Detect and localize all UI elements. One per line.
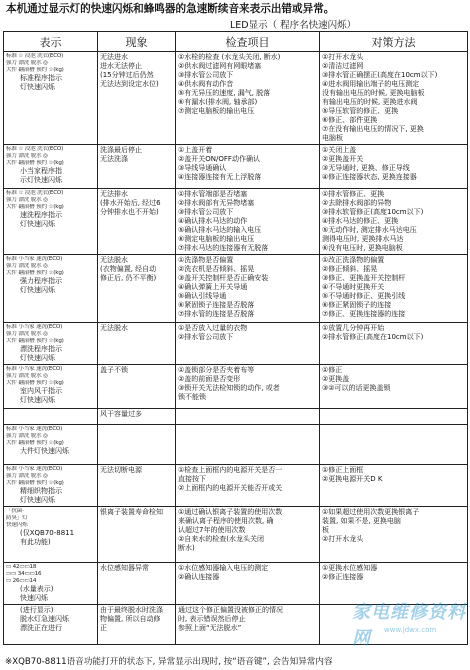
solution-cell-line: ②清洁过滤网 (322, 62, 364, 70)
solution-cell-line: ③无导通时, 更换、修正导线 (322, 164, 410, 172)
solution-cell-line: ③排水管正确摆正(高度在10cm以下) (322, 71, 438, 79)
check-cell-line: ⑦排水马达的连接器有无脱落 (178, 244, 269, 252)
header-display: 表示 (4, 32, 98, 52)
led-panel-icon (6, 366, 95, 387)
phenomenon-cell-line: 无法洗涤 (100, 155, 128, 163)
check-cell (176, 145, 320, 189)
solution-cell-line: 电脑板 (322, 134, 343, 142)
display-caption (6, 529, 95, 547)
solution-cell-line: ⑥没有电压时, 更换电脑板 (322, 244, 403, 252)
footer-note: ※XQB70-8811语音功能打开的状态下, 异常显示出现时, 按“语音键”, 会告知异常内容 (5, 657, 333, 667)
led-panel-row: 标准 ☆ 浸泡 洗衣(ECO) (6, 146, 64, 152)
led-panel-row: 「抗菌· (6, 508, 24, 514)
check-cell-line: ②洗衣机是否倾斜、摇晃 (178, 265, 255, 273)
check-cell-line: ①检查上面框内的电源开关是否一 (178, 466, 283, 474)
phenomenon-cell (98, 145, 176, 189)
check-cell-line: ④确认弹簧上开关导通 (178, 283, 248, 291)
phenomenon-cell (98, 465, 176, 507)
watermark-url: www.jdwx.com (384, 626, 437, 634)
solution-cell-line: ⑦在没有输出电压的情况下, 更换 (322, 125, 424, 133)
phenomenon-cell (98, 189, 176, 255)
led-panel-row: 大件 翻滚槽 预约 ☆(kg) (6, 270, 64, 276)
phenomenon-cell-line: 风干容量过多 (100, 410, 142, 418)
phenomenon-cell-line: 物偏置, 所以自动修 (100, 615, 161, 623)
led-panel-row: ▭ 42▭▭18 (6, 564, 37, 570)
display-cell (4, 605, 98, 645)
display-caption (6, 606, 95, 633)
display-caption-line: (仅XQB70-8811 (20, 529, 75, 537)
check-cell-line: ②确认连接器 (178, 573, 220, 581)
solution-cell-line: ③②可以的话更换盖锁 (322, 384, 391, 392)
check-cell-line: ②盖的前面是否变形 (178, 375, 241, 383)
display-caption-line: 灯快速闪烁 (20, 354, 55, 362)
led-panel-row: 快速闪烁 (6, 522, 28, 528)
solution-cell-line: ①更换水位感知器 (322, 564, 378, 572)
solution-cell (320, 52, 468, 145)
check-cell-line: ⑦排水管的连接是否脱落 (178, 310, 255, 318)
led-panel-row: ▭ 26▭▭14 (6, 578, 37, 584)
solution-cell (320, 323, 468, 365)
led-panel-row: 强力 漂洗 脱水 ◎ (6, 60, 48, 66)
check-cell (176, 189, 320, 255)
display-caption (6, 447, 95, 456)
check-cell-line: ⑥紧固锁子连接是否脱落 (178, 301, 255, 309)
phenomenon-cell-line: 无法达到设定水位) (100, 80, 159, 88)
solution-cell-line: ①打开水龙头 (322, 53, 364, 61)
table-row (4, 323, 468, 365)
check-cell-line: ③盖开关控制杆是否正确安装 (178, 274, 269, 282)
led-panel-row: 大件 翻滚槽 预约 ☆(kg) (6, 67, 64, 73)
phenomenon-cell (98, 605, 176, 645)
check-cell-line: ①洗涤物是否偏置 (178, 256, 234, 264)
solution-cell-line: ④修正连接器状态, 更换连接器 (322, 173, 417, 181)
led-panel-row: 强力 漂洗 脱水 ◎ (6, 473, 48, 479)
check-cell-line: 直接按下 (178, 475, 206, 483)
led-panel-row: 强力 漂洗 脱水 ◎ (6, 197, 48, 203)
solution-cell-line: ⑥修正、部件更换 (322, 116, 378, 124)
check-cell (176, 409, 320, 425)
check-cell-line: ②排水管公司放下 (178, 333, 234, 341)
phenomenon-cell (98, 563, 176, 605)
check-cell-line: ①通过确认银离子装置的使用次数 (178, 508, 283, 516)
check-cell-line: 通过这个修正偏置没被修正的情况 (178, 606, 283, 614)
led-panel-icon (6, 324, 95, 345)
phenomenon-cell-line: 无法切断电源 (100, 466, 142, 474)
phenomenon-cell-line: 无法排水 (100, 190, 128, 198)
led-panel-row: 标准 小当家 速洗(ECO) (6, 324, 63, 330)
phenomenon-cell-line: (衣物偏置, 经自动 (100, 265, 157, 273)
solution-cell (320, 425, 468, 465)
solution-cell-line: ①修正上面框 (322, 466, 364, 474)
check-cell (176, 323, 320, 365)
solution-cell-line: ⑤无动作时, 测定排水马达电压 (322, 226, 417, 234)
check-cell-line: ①上盖开着 (178, 146, 213, 154)
display-caption-line: 脱水灯急速闪烁 (20, 615, 69, 623)
phenomenon-cell (98, 425, 176, 465)
check-cell-line: ④确认排水马达的动作 (178, 217, 248, 225)
phenomenon-cell-line: 银离子装置寿命检知 (100, 508, 163, 516)
led-panel-row: 标准 ☆ 浸泡 洗衣(ECO) (6, 53, 64, 59)
display-cell (4, 563, 98, 605)
table-row (4, 465, 468, 507)
solution-cell-line: ①如果超过使用次数更换银离子 (322, 508, 420, 516)
display-cell (4, 409, 98, 425)
solution-cell-line: ②更换盖 (322, 375, 350, 383)
display-cell (4, 425, 98, 465)
check-cell-line: ③锁开关无法检知锁的动作, 或者 (178, 384, 280, 392)
display-caption (6, 167, 95, 185)
table-row (4, 189, 468, 255)
header-phenomenon: 现象 (98, 32, 176, 52)
check-cell (176, 563, 320, 605)
check-cell-line: ④连接器连接有无上浮脱落 (178, 173, 262, 181)
solution-cell (320, 365, 468, 409)
solution-cell-line: ④进水阀用输出端子的电压测定 (322, 80, 420, 88)
solution-cell-line: ②更换电源开关D K (322, 475, 383, 483)
solution-cell (320, 255, 468, 323)
led-panel-icon (6, 53, 95, 74)
solution-cell-line: ①修正 (322, 366, 343, 374)
display-caption-line: (进行显示) (20, 606, 54, 614)
check-cell-line: ②自来水的检查(水龙头关闭 (178, 535, 265, 543)
header-check: 检查项目 (176, 32, 320, 52)
display-cell (4, 52, 98, 145)
led-panel-icon (6, 508, 95, 529)
phenomenon-cell-line: 由于最终脱水时洗涤 (100, 606, 163, 614)
led-panel-icon (6, 564, 95, 585)
check-cell-line: ③导线导通确认 (178, 164, 227, 172)
display-caption (6, 277, 95, 295)
display-cell (4, 145, 98, 189)
led-caption: LED显示（ 程序名快速闪烁） (230, 20, 357, 31)
solution-cell-line: ②排水管修正(高度在10cm以下) (322, 333, 424, 341)
phenomenon-cell-line: 修正后, 仍不平衡) (100, 274, 157, 282)
check-cell (176, 425, 320, 465)
display-caption-line: 强力程序指示 (20, 277, 62, 285)
check-cell-line: ②排水阀部有无异物堵塞 (178, 199, 255, 207)
error-table (3, 31, 468, 645)
display-caption-line: 有此功能) (20, 538, 51, 546)
led-panel-row: 大件 翻滚槽 预约 ☆(kg) (6, 204, 64, 210)
display-caption (6, 74, 95, 92)
led-panel-row: ▭▭ 34▭▭16 (6, 571, 42, 577)
display-cell (4, 365, 98, 409)
phenomenon-cell (98, 365, 176, 409)
led-panel-icon (6, 426, 95, 447)
led-panel-row: 标准 小当家 速洗(ECO) (6, 466, 63, 472)
solution-cell-line: 没有输出电压的时候, 更换电脑板 (322, 89, 425, 97)
led-panel-icon (6, 146, 95, 167)
solution-cell-line: ⑤不导通时修正、更换引线 (322, 292, 406, 300)
check-cell-line: ①水栓的检查 (水龙头关闭, 断水) (178, 53, 281, 61)
led-panel-row: 标准 ☆ 浸泡 洗衣(ECO) (6, 190, 64, 196)
display-caption-line: 灯快速闪烁 (20, 496, 55, 504)
display-caption-line: 示灯快速闪烁 (20, 176, 62, 184)
header-solution: 对策方法 (320, 32, 468, 52)
watermark: 家电维修资料网 (352, 602, 466, 649)
phenomenon-cell-line: 无法脱水 (100, 256, 128, 264)
table-row (4, 52, 468, 145)
led-panel-row: 大件 翻滚槽 预约 ☆(kg) (6, 480, 64, 486)
check-cell-line: ②上面框内的电源开关能否开或关 (178, 484, 283, 492)
table-row (4, 255, 468, 323)
table-row (4, 425, 468, 465)
check-cell-line: ①水位感知器输入电压的测定 (178, 564, 269, 572)
phenomenon-cell-line: 盖子不锁 (100, 366, 128, 374)
table-row (4, 409, 468, 425)
led-panel-row: 标准 小当家 速洗(ECO) (6, 366, 63, 372)
intro-text: 本机通过显示灯的快速闪烁和蜂鸣器的急速断续音来表示出错或异常。 (6, 3, 335, 15)
check-cell-line: ⑥有漏水(排水阀, 轴承部) (178, 98, 258, 106)
led-panel-row: 强力 漂洗 脱水 ◎ (6, 373, 48, 379)
phenomenon-cell (98, 507, 176, 563)
display-caption (6, 487, 95, 505)
phenomenon-cell (98, 323, 176, 365)
phenomenon-cell-line: (15分钟过后仍然 (100, 71, 154, 79)
check-cell-line: 时, 表示错误然后停止 (178, 615, 246, 623)
solution-cell-line: ①放置几分钟再开始 (322, 324, 385, 332)
led-panel-row: 标准 小当家 速洗(ECO) (6, 426, 63, 432)
display-caption-line: 漂洗正在进行 (20, 624, 62, 632)
check-cell-line: ⑦测定电脑板的输出电压 (178, 107, 255, 115)
check-cell-line: 断水) (178, 544, 195, 552)
display-caption (6, 345, 95, 363)
check-cell-line: ②供水阀过滤网有网眼堵塞 (178, 62, 262, 70)
check-cell (176, 465, 320, 507)
solution-cell-line: ③排水软管修正(高度10cm以下) (322, 208, 424, 216)
led-panel-row: 标准 小当家 速洗(ECO) (6, 256, 63, 262)
check-cell-line: ②盖开关ON/OFF动作确认 (178, 155, 260, 163)
led-panel-icon (6, 466, 95, 487)
solution-cell-line: ①关闭上盖 (322, 146, 357, 154)
display-caption-line: 灯快速闪烁 (20, 83, 55, 91)
solution-cell-line: ⑦修正、更换连接器的连接 (322, 310, 406, 318)
check-cell (176, 365, 320, 409)
check-cell (176, 52, 320, 145)
check-cell-line: ①排水管端部是否堵塞 (178, 190, 248, 198)
display-caption (6, 211, 95, 229)
display-cell (4, 189, 98, 255)
display-caption-line: 小当家程序指 (20, 167, 62, 175)
check-cell (176, 605, 320, 645)
check-cell-line: ⑤确认排水马达的输入电压 (178, 226, 262, 234)
check-cell-line: 认超过7年的使用次数 (178, 526, 246, 534)
display-caption-line: 快速闪烁 (20, 594, 48, 602)
solution-cell (320, 189, 468, 255)
phenomenon-cell-line: 进水无法停止 (100, 62, 142, 70)
led-panel-icon (6, 190, 95, 211)
solution-cell-line: ⑥修正紧固锁子的连接 (322, 301, 392, 309)
led-panel-row: 大件 翻滚槽 预约 ☆(kg) (6, 440, 64, 446)
display-cell (4, 507, 98, 563)
table-row (4, 145, 468, 189)
led-panel-row: 强力 漂洗 脱水 ◎ (6, 153, 48, 159)
phenomenon-cell (98, 52, 176, 145)
display-caption-line: 速洗程序指示 (20, 211, 62, 219)
solution-cell-line: ②打开水龙头 (322, 535, 364, 543)
solution-cell-line: 有输出电压的时候, 更换进水阀 (322, 98, 418, 106)
display-caption-line: (水量表示) (20, 585, 54, 593)
display-caption-line: 标准程序指示 (20, 74, 62, 82)
led-panel-row: 大件 翻滚槽 预约 ☆(kg) (6, 338, 64, 344)
table-row (4, 507, 468, 563)
display-caption-line: 大件灯快速闪烁 (20, 447, 69, 455)
check-cell-line: 参照上面“无法脱水” (178, 624, 242, 632)
solution-cell (320, 145, 468, 189)
check-cell (176, 255, 320, 323)
phenomenon-cell-line: 无法脱水 (100, 324, 128, 332)
phenomenon-cell-line: 分钟排水也不开始) (100, 208, 159, 216)
phenomenon-cell-line: 水位感知器异常 (100, 564, 149, 572)
led-panel-icon (6, 256, 95, 277)
display-caption-line: 灯快速闪烁 (20, 286, 55, 294)
check-cell-line: ①盖锁部分是否夹着布等 (178, 366, 255, 374)
check-cell-line: ③排水管公司放下 (178, 71, 234, 79)
display-caption (6, 387, 95, 405)
display-caption-line: 灯快速闪烁 (20, 220, 55, 228)
display-cell (4, 255, 98, 323)
check-cell-line: 锁不能锁 (178, 393, 206, 401)
solution-cell-line: ①排水管修正、更换 (322, 190, 385, 198)
solution-cell-line: ④排水马达的修正、更换 (322, 217, 399, 225)
solution-cell-line: ④不导通时更换开关 (322, 283, 385, 291)
phenomenon-cell-line: 正 (100, 624, 107, 632)
check-cell-line: ⑥测定电脑板的输出电压 (178, 235, 255, 243)
solution-cell (320, 465, 468, 507)
led-panel-row: 强力 漂洗 脱水 ◎ (6, 433, 48, 439)
check-cell-line: ⑤确认引线导通 (178, 292, 227, 300)
check-cell-line: ③排水管公司放下 (178, 208, 234, 216)
check-cell-line: 来确认离子程序的使用次数, 确 (178, 517, 274, 525)
led-panel-row: 防臭」灯 (6, 515, 28, 521)
table-row (4, 365, 468, 409)
solution-cell-line: 装置, 如果不是, 更换电脑 (322, 517, 401, 525)
solution-cell-line: ②更换盖开关 (322, 155, 364, 163)
display-caption-line: 室内风干指示 (20, 387, 62, 395)
phenomenon-cell (98, 409, 176, 425)
check-cell-line: ④供水阀有动作音 (178, 80, 234, 88)
phenomenon-cell-line: (排水开始后, 经过6 (100, 199, 161, 207)
display-caption-line: 灯快速闪烁 (20, 396, 55, 404)
solution-cell-line: ③修正、更换盖开关控制杆 (322, 274, 406, 282)
solution-cell-line: 板 (322, 526, 329, 534)
solution-cell-line: ②修正倾斜、摇晃 (322, 265, 378, 273)
display-caption-line: 漂洗程序指示 (20, 345, 62, 353)
check-cell (176, 507, 320, 563)
led-panel-row: 强力 漂洗 脱水 ◎ (6, 331, 48, 337)
solution-cell-line: ⑤导压软管的修正、更换 (322, 107, 399, 115)
led-panel-row: 大件 翻滚槽 预约 ☆(kg) (6, 380, 64, 386)
solution-cell (320, 507, 468, 563)
led-panel-row: 大件 翻滚槽 预约 ☆(kg) (6, 160, 64, 166)
display-cell (4, 323, 98, 365)
check-cell-line: ①是否放入过量的衣物 (178, 324, 248, 332)
display-caption-line: 精细织物指示 (20, 487, 62, 495)
led-panel-row: 强力 漂洗 脱水 ◎ (6, 263, 48, 269)
check-cell-line: ⑤有无异压的速度, 漏气, 脱落 (178, 89, 271, 97)
phenomenon-cell-line: 洗涤最后停止 (100, 146, 142, 154)
phenomenon-cell-line: 无法进水 (100, 53, 128, 61)
solution-cell-line: ①改正洗涤物的偏置 (322, 256, 385, 264)
display-caption (6, 585, 95, 603)
solution-cell-line: ②修正连接器 (322, 573, 364, 581)
solution-cell-line: ②去除排水阀部的异物 (322, 199, 392, 207)
solution-cell (320, 409, 468, 425)
display-cell (4, 465, 98, 507)
phenomenon-cell (98, 255, 176, 323)
solution-cell-line: 测得电压时, 更换排水马达 (322, 235, 404, 243)
